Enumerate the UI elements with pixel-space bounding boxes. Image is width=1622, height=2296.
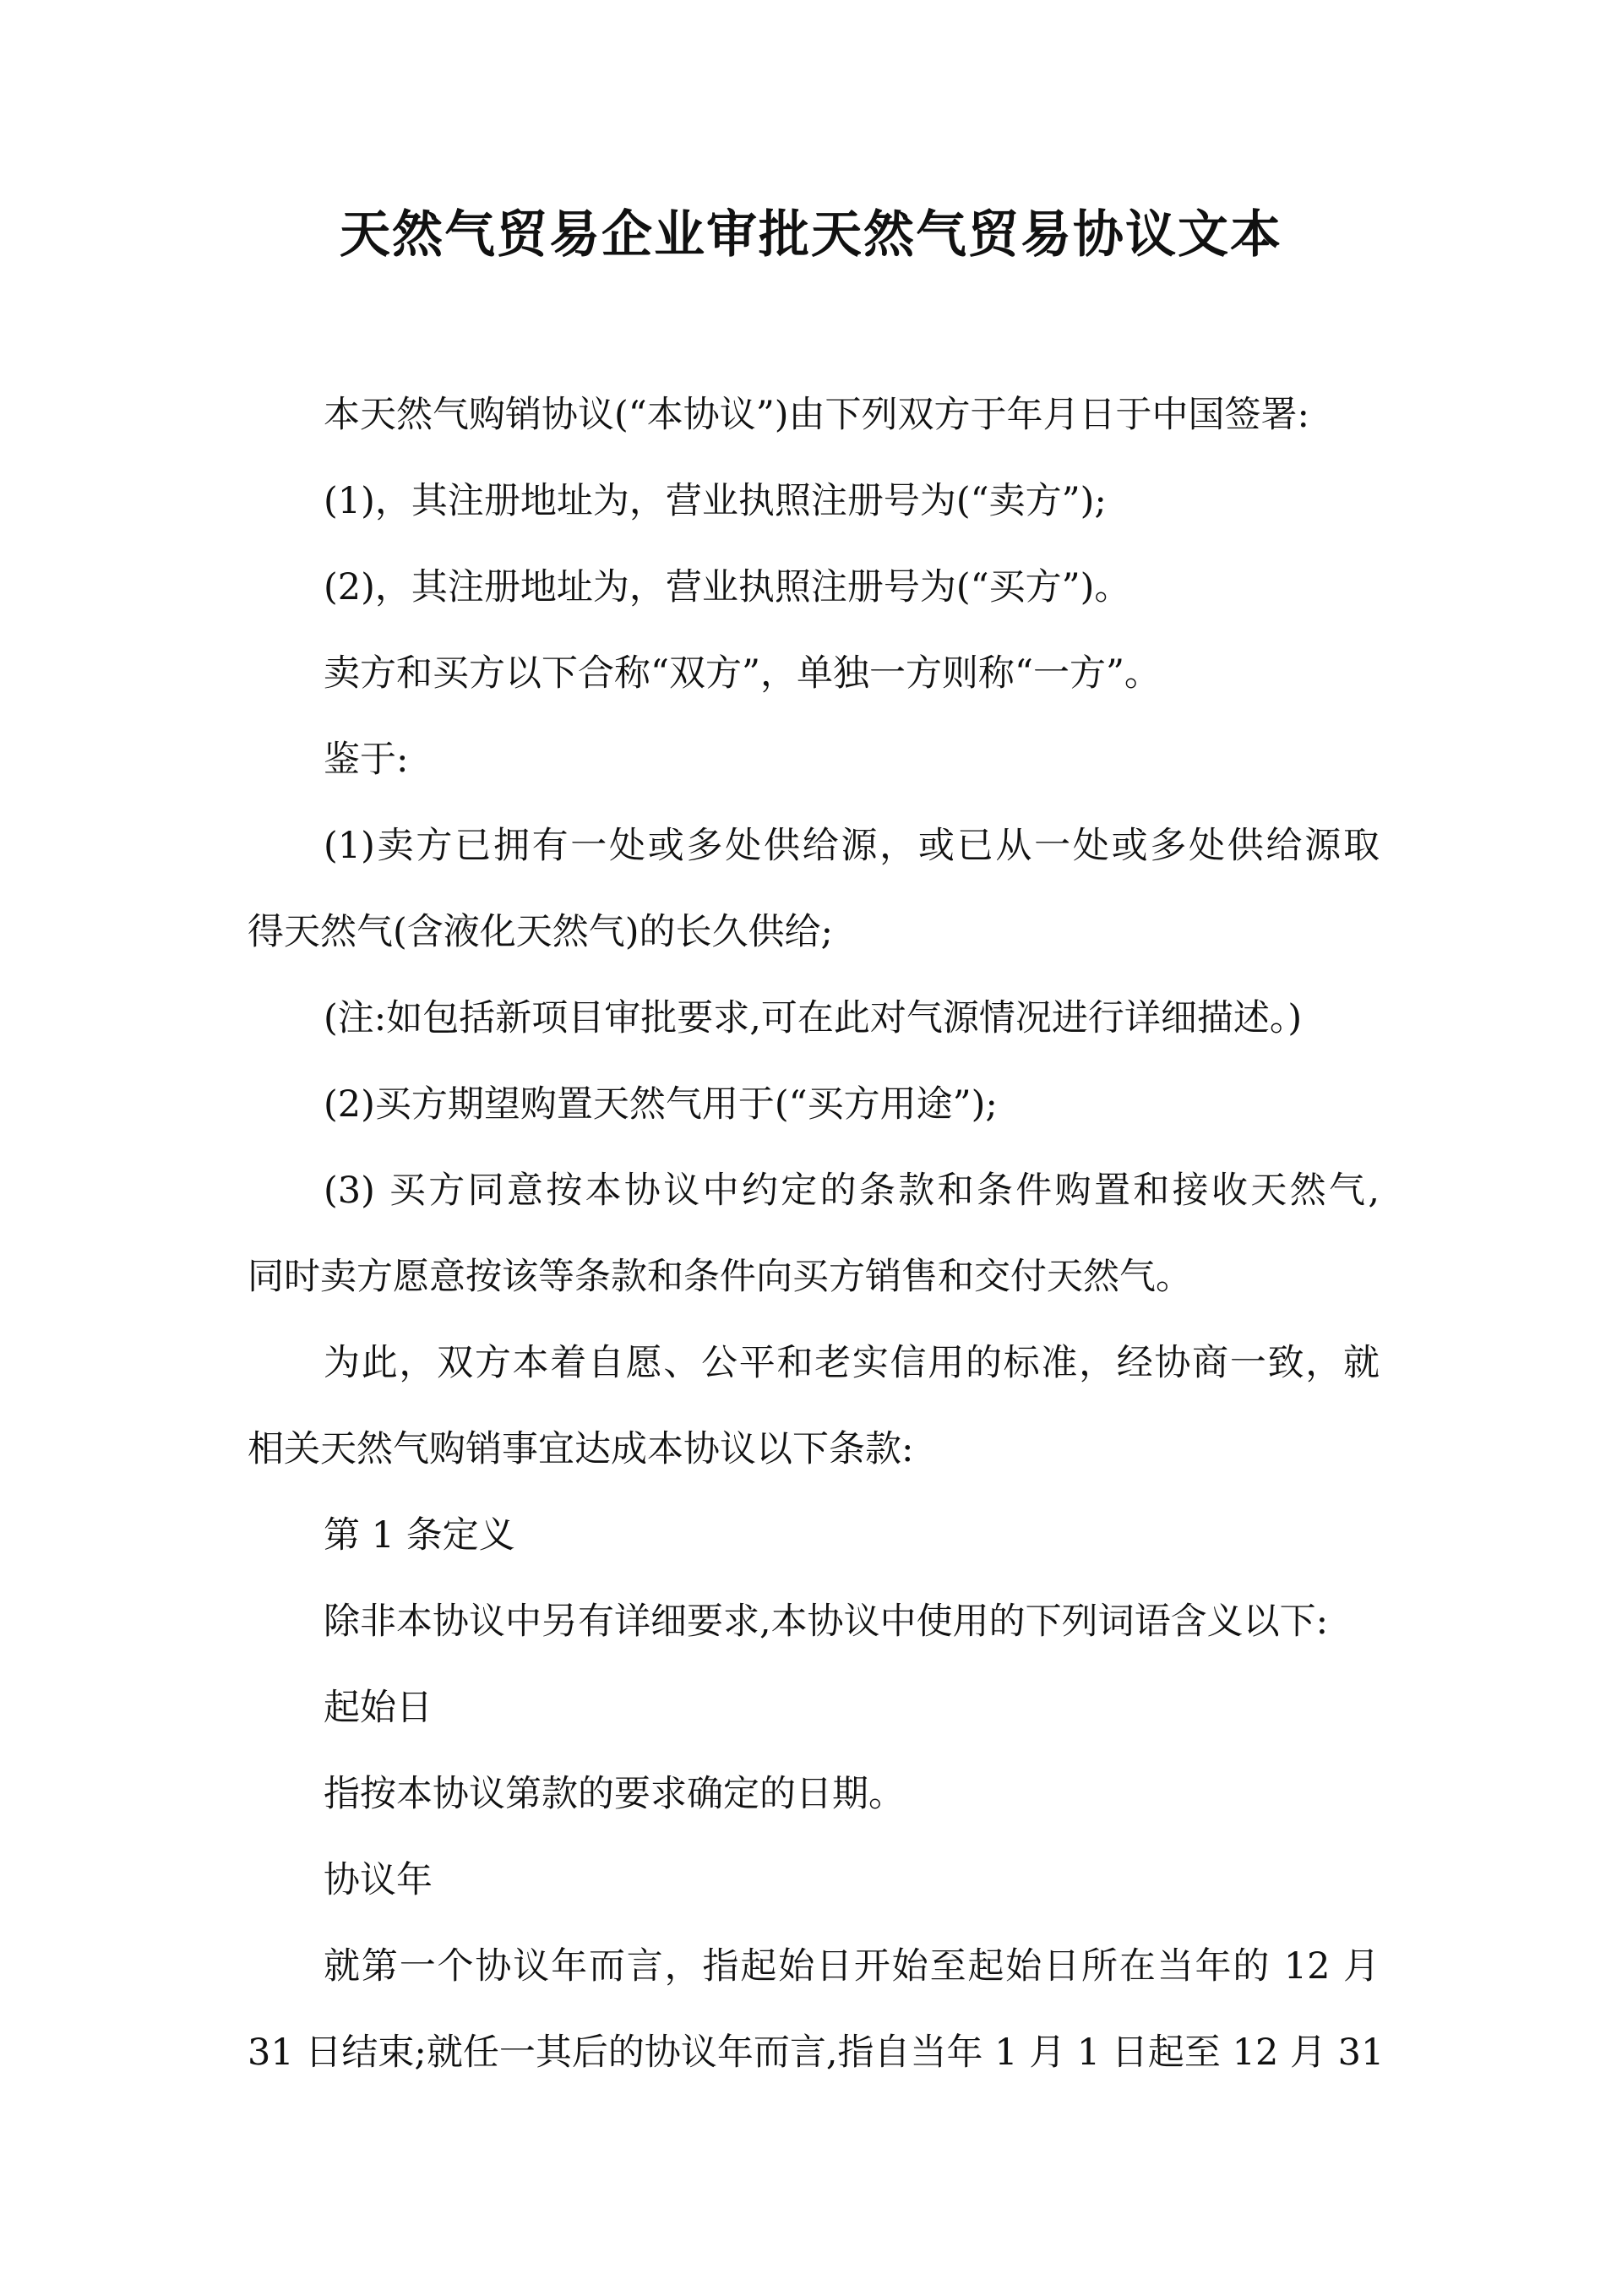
- text-line: 除非本协议中另有详细要求,本协议中使用的下列词语含义以下:: [324, 1601, 1329, 1643]
- text-line: 相关天然气购销事宜达成本协议以下条款:: [248, 1428, 914, 1470]
- text-line: 起始日: [324, 1687, 433, 1729]
- text-line: 31 日结束;就任一其后的协议年而言,指自当年 1 月 1 日起至 12 月 31: [248, 2031, 1385, 2074]
- text-line: (1)卖方已拥有一处或多处供给源，或已从一处或多处供给源取: [324, 825, 1380, 867]
- text-line: 为此，双方本着自愿、公平和老实信用的标准，经协商一致，就: [324, 1342, 1380, 1384]
- text-line: (1)，其注册地址为，营业执照注册号为(“卖方”);: [324, 480, 1107, 522]
- text-line: 第 1 条定义: [324, 1514, 515, 1557]
- text-line: 鉴于:: [324, 739, 409, 781]
- text-line: (2)，其注册地址为，营业执照注册号为(“买方”)。: [324, 566, 1131, 608]
- text-line: 卖方和买方以下合称“双方”，单独一方则称“一方”。: [324, 652, 1161, 695]
- text-line: 就第一个协议年而言，指起始日开始至起始日所在当年的 12 月: [324, 1945, 1380, 1988]
- text-line: (注:如包括新项目审批要求,可在此对气源情况进行详细描述。): [324, 997, 1303, 1039]
- text-line: (2)买方期望购置天然气用于(“买方用途”);: [324, 1083, 998, 1126]
- document-body: [248, 372, 1385, 2096]
- text-line: 同时卖方愿意按该等条款和条件向买方销售和交付天然气。: [248, 1256, 1192, 1298]
- text-line: 得天然气(含液化天然气)的长久供给;: [248, 911, 834, 953]
- text-line: 指按本协议第款的要求确定的日期。: [324, 1773, 905, 1815]
- document-title: 天然气贸易企业审批天然气贸易协议文本: [340, 205, 1282, 265]
- text-line: 本天然气购销协议(“本协议”)由下列双方于年月日于中国签署:: [324, 394, 1310, 436]
- text-line: 协议年: [324, 1859, 433, 1901]
- text-line: (3) 买方同意按本协议中约定的条款和条件购置和接收天然气,: [324, 1170, 1380, 1212]
